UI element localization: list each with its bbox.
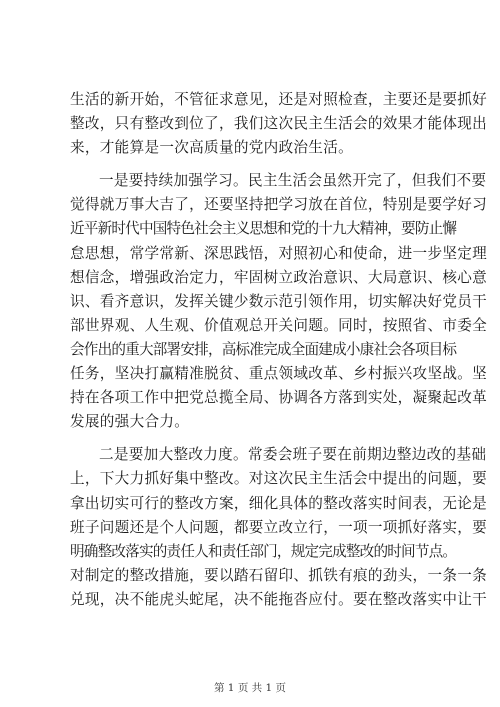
text-line: 兑现，决不能虎头蛇尾，决不能拖沓应付。要在整改落实中让干 <box>70 590 488 608</box>
text-line: 对制定的整改措施，要以踏石留印、抓铁有痕的劲头，一条一条 <box>70 566 488 584</box>
paragraph-1 <box>70 88 488 160</box>
text-line: 整改，只有整改到位了，我们这次民主生活会的效果才能体现出 <box>70 115 488 133</box>
text-line: 识、看齐意识，发挥关键少数示范引领作用，切实解决好党员干 <box>70 292 488 310</box>
text-line: 发展的强大合力。 <box>70 413 190 431</box>
text-line: 明确整改落实的责任人和责任部门，规定完成整改的时间节点。 <box>70 542 457 560</box>
text-line: 会作出的重大部署安排，高标准完成全面建成小康社会各项目标 <box>70 340 457 358</box>
paragraph-3 <box>70 443 488 612</box>
page-footer: 第 1 页 共 1 页 <box>213 682 287 694</box>
document-body <box>70 88 488 612</box>
text-line: 二是要加大整改力度。常委会班子要在前期边整边改的基础 <box>99 446 487 464</box>
text-line: 持在各项工作中把党总揽全局、协调各方落到实处，凝聚起改革 <box>70 389 488 407</box>
text-line: 觉得就万事大吉了，还要坚持把学习放在首位，特别是要学好习 <box>70 196 488 214</box>
text-line: 想信念，增强政治定力，牢固树立政治意识、大局意识、核心意 <box>70 268 488 286</box>
text-line: 来，才能算是一次高质量的党内政治生活。 <box>70 139 353 157</box>
text-line: 一是要持续加强学习。民主生活会虽然开完了，但我们不要 <box>99 172 487 190</box>
text-line: 生活的新开始，不管征求意见，还是对照检查，主要还是要抓好 <box>70 91 488 108</box>
text-line: 部世界观、人生观、价值观总开关问题。同时，按照省、市委全 <box>70 316 488 334</box>
paragraph-2 <box>70 169 488 434</box>
text-line: 上，下大力抓好集中整改。对这次民主生活会中提出的问题，要 <box>70 470 488 488</box>
text-line: 近平新时代中国特色社会主义思想和党的十九大精神，要防止懈 <box>70 220 457 238</box>
text-line: 任务，坚决打赢精准脱贫、重点领域改革、乡村振兴攻坚战。坚 <box>70 365 488 383</box>
text-line: 怠思想，常学常新、深思践悟，对照初心和使命，进一步坚定理 <box>70 244 488 262</box>
text-line: 拿出切实可行的整改方案，细化具体的整改落实时间表，无论是 <box>70 494 488 512</box>
text-line: 班子问题还是个人问题，都要立改立行，一项一项抓好落实，要 <box>70 518 488 536</box>
